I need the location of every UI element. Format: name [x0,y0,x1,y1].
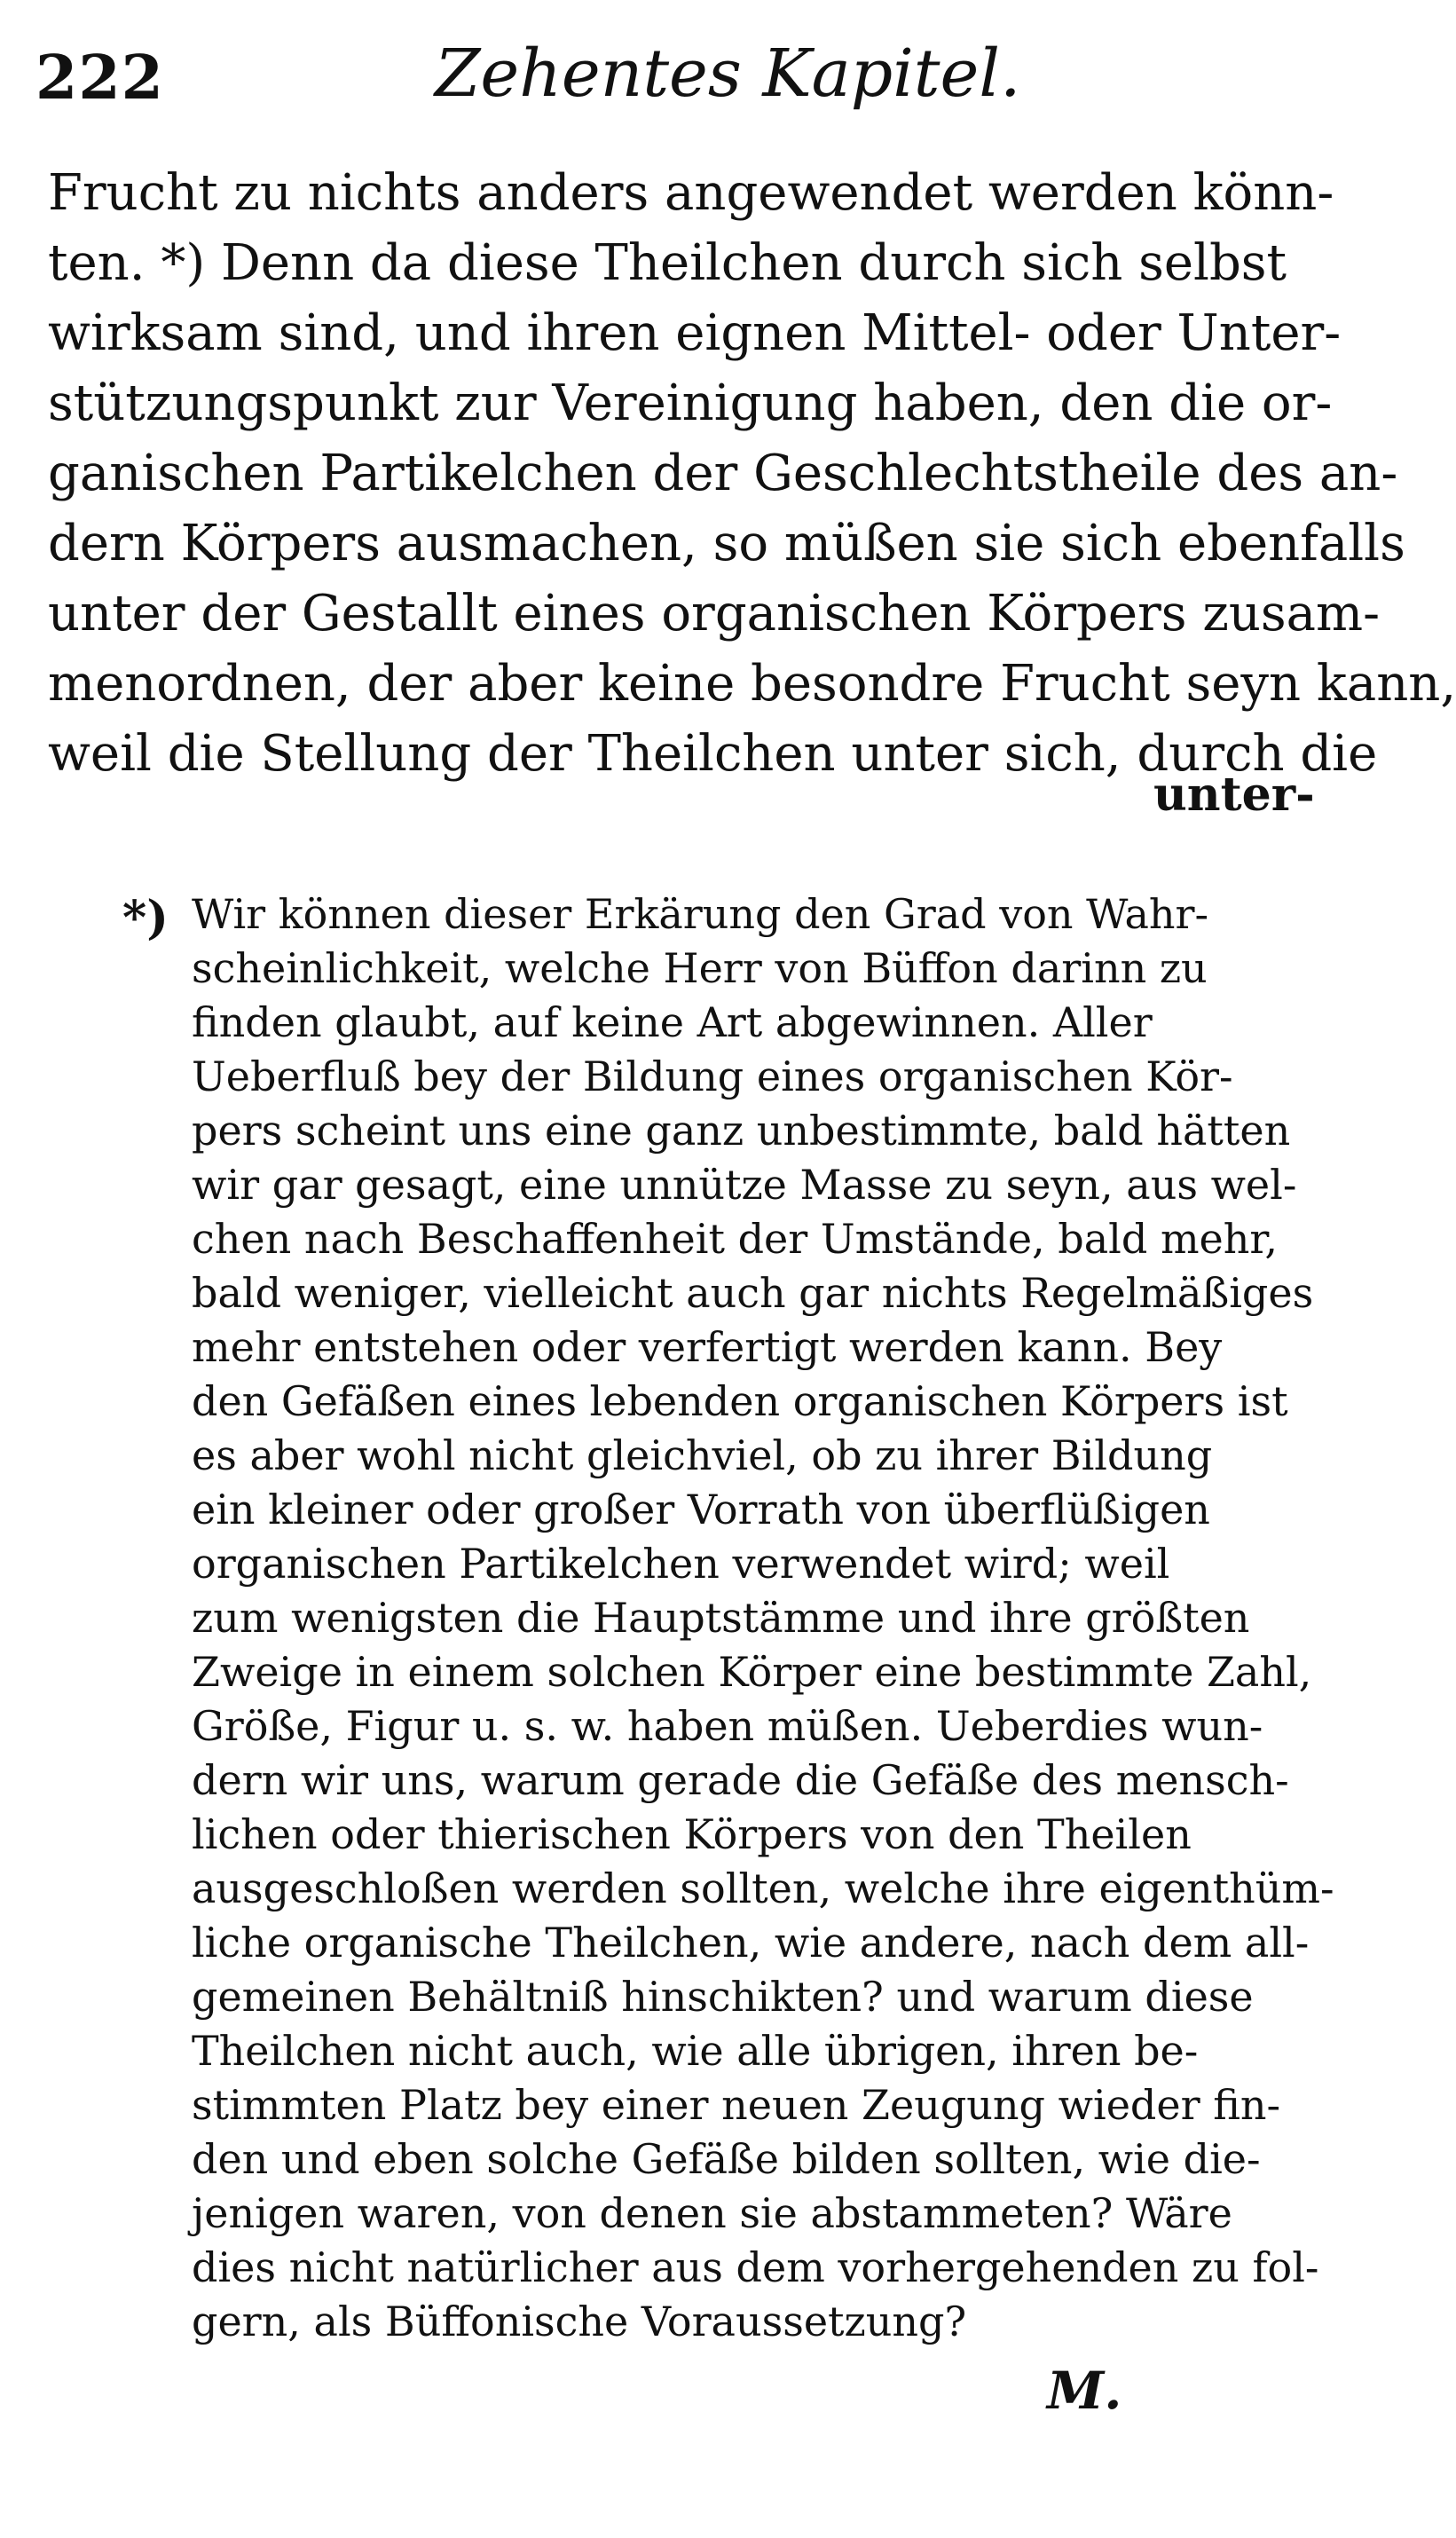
footnote-line: chen nach Beschaffenheit der Umstände, bald mehr, [192,1215,1278,1263]
footnote-line: mehr entstehen oder verfertigt werden kann. Bey [192,1323,1223,1371]
footnote-line: ein kleiner oder großer Vorrath von überflüßigen [192,1486,1210,1533]
footnote-line: Wir können dieser Erkärung den Grad von Wahr- [192,890,1209,938]
footnote-line: jenigen waren, von denen sie abstammeten? Wäre [192,2189,1232,2237]
footnote-line: Zweige in einem solchen Körper eine bestimmte Zahl, [192,1648,1312,1696]
footnote-line: organischen Partikelchen verwendet wird; weil [192,1540,1170,1588]
text-line: unter der Gestallt eines organischen Körpers zusam- [48,585,1381,642]
text-line: Frucht zu nichts anders angewendet werden könn- [48,164,1334,222]
footnote-line: pers scheint uns eine ganz unbestimmte, bald hätten [192,1107,1291,1155]
footnote-signature: M. [1047,2361,1122,2421]
footnote-line: finden glaubt, auf keine Art abgewinnen. Aller [192,998,1153,1046]
footnote-line: stimmten Platz bey einer neuen Zeugung wieder fin- [192,2081,1281,2129]
footnote-line: Größe, Figur u. s. w. haben müßen. Ueberdies wun- [192,1702,1263,1750]
footnote-line: Theilchen nicht auch, wie alle übrigen, ihren be- [192,2027,1199,2075]
footnote-line: liche organische Theilchen, wie andere, nach dem all- [192,1919,1310,1967]
footnote-marker: *) [122,891,169,945]
footnote-line: bald weniger, vielleicht auch gar nichts Regelmäßiges [192,1269,1314,1317]
footnote-line: ausgeschloßen werden sollten, welche ihre eigenthüm- [192,1864,1334,1912]
footnote-line: dern wir uns, warum gerade die Gefäße des mensch- [192,1756,1289,1804]
text-line: stützungspunkt zur Vereinigung haben, den die or- [48,374,1333,432]
footnote-line: den und eben solche Gefäße bilden sollten, wie die- [192,2135,1261,2183]
footnote-line: Ueberfluß bey der Bildung eines organischen Kör- [192,1052,1233,1100]
text-line: menordnen, der aber keine besondre Frucht seyn kann, [48,655,1456,713]
page-number: 222 [35,43,164,114]
text-line: ten. *) Denn da diese Theilchen durch sich selbst [48,234,1287,292]
footnote-line: scheinlichkeit, welche Herr von Büffon darinn zu [192,944,1208,992]
text-line: wirksam sind, und ihren eignen Mittel- oder Unter- [48,304,1342,362]
footnote-line: den Gefäßen eines lebenden organischen Körpers ist [192,1377,1288,1425]
page-header [35,35,1331,124]
running-title: Zehentes Kapitel. [435,35,1021,112]
footnote-line: zum wenigsten die Hauptstämme und ihre größten [192,1594,1250,1642]
footnote-line: gern, als Büffonische Voraussetzung? [192,2298,967,2345]
footnote-line: dies nicht natürlicher aus dem vorhergehenden zu fol- [192,2243,1319,2291]
footnote-line: gemeinen Behältniß hinschikten? und warum diese [192,1973,1254,2021]
footnote-text [192,887,1334,2349]
catchword: unter- [1153,768,1315,822]
footnote-line: lichen oder thierischen Körpers von den Theilen [192,1810,1192,1858]
text-line: weil die Stellung der Theilchen unter sich, durch die [48,725,1378,783]
footnote-line: es aber wohl nicht gleichviel, ob zu ihrer Bildung [192,1431,1213,1479]
text-line: ganischen Partikelchen der Geschlechtstheile des an- [48,445,1398,502]
text-line: dern Körpers ausmachen, so müßen sie sich ebenfalls [48,515,1405,572]
main-text [48,158,1456,789]
footnote-line: wir gar gesagt, eine unnütze Masse zu seyn, aus wel- [192,1161,1297,1209]
